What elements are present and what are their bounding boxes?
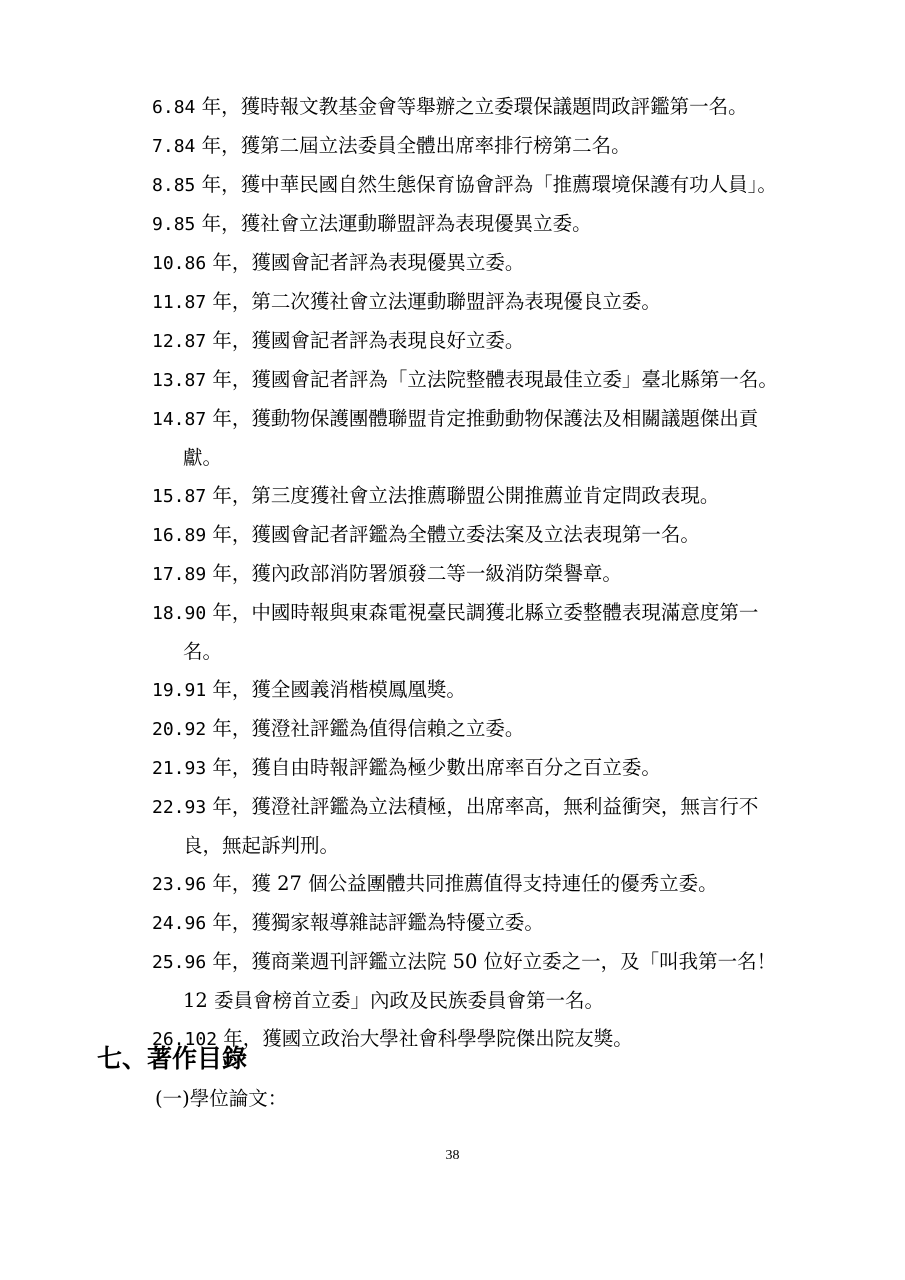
award-item [0,322,905,361]
award-number: 16. [152,525,185,546]
page-number: 38 [445,1148,460,1163]
award-year: 87 [184,486,207,507]
award-item [0,865,905,904]
award-text: 年，獲獨家報導雜誌評鑑為特優立委。 [212,911,544,934]
award-number: 10. [152,253,185,274]
award-number: 9. [152,214,174,235]
award-item [0,943,905,1020]
award-year: 90 [184,603,207,624]
award-item [0,205,905,244]
award-item [0,749,905,788]
award-year: 92 [184,719,207,740]
award-year: 93 [184,797,207,818]
award-year: 96 [184,913,207,934]
award-text: 年，獲內政部消防署頒發二等一級消防榮譽章。 [212,562,622,585]
award-year: 89 [184,564,207,585]
award-item [0,904,905,943]
award-number: 8. [152,175,174,196]
award-number: 17. [152,564,185,585]
award-text: 年，獲國會記者評為表現優異立委。 [212,251,525,274]
award-item [0,127,905,166]
award-year: 85 [173,175,196,196]
award-text: 年，獲國會記者評為表現良好立委。 [212,329,525,352]
award-year: 102 [184,1029,218,1050]
award-year: 87 [184,331,207,352]
award-text: 年，獲中華民國自然生態保育協會評為「推薦環境保護有功人員」。 [201,173,777,196]
award-year: 87 [184,409,207,430]
award-number: 20. [152,719,185,740]
award-item [0,166,905,205]
award-year: 84 [173,136,196,157]
award-item [0,516,905,555]
award-number: 12. [152,331,185,352]
award-text: 年，獲動物保護團體聯盟肯定推動動物保護法及相關議題傑出貢 [212,407,759,430]
award-number: 26. [152,1029,185,1050]
award-number: 18. [152,603,185,624]
award-text-continuation: 獻。 [183,446,223,469]
award-year: 87 [184,292,207,313]
award-number: 7. [152,136,174,157]
award-number: 6. [152,97,174,118]
award-year: 85 [173,214,196,235]
award-number: 24. [152,913,185,934]
award-number: 23. [152,874,185,895]
award-item [0,400,905,477]
award-text: 年，獲社會立法運動聯盟評為表現優異立委。 [201,212,592,235]
section-heading: 七、著作目錄 [97,1044,248,1073]
award-text: 年，獲自由時報評鑑為極少數出席率百分之百立委。 [212,756,661,779]
award-year: 93 [184,758,207,779]
award-item [0,671,905,710]
award-text: 年，第二次獲社會立法運動聯盟評為表現優良立委。 [212,290,661,313]
award-item [0,283,905,322]
award-text: 年，獲澄社評鑑為立法積極，出席率高，無利益衝突，無言行不 [212,795,759,818]
award-year: 91 [184,680,207,701]
award-text: 年，獲國立政治大學社會科學學院傑出院友獎。 [223,1027,633,1050]
award-item [0,788,905,865]
awards-list [0,88,905,1059]
subsection-heading: (一)學位論文： [155,1087,288,1110]
award-year: 84 [173,97,196,118]
award-item [0,244,905,283]
award-text: 年，獲國會記者評為「立法院整體表現最佳立委」臺北縣第一名。 [212,368,778,391]
award-text: 年，第三度獲社會立法推薦聯盟公開推薦並肯定問政表現。 [212,484,720,507]
award-text-continuation: 名。 [183,640,223,663]
award-year: 86 [184,253,207,274]
award-year: 96 [184,952,207,973]
award-text-continuation: 12 委員會榜首立委」內政及民族委員會第一名。 [183,989,605,1012]
award-text: 年，獲第二屆立法委員全體出席率排行榜第二名。 [201,134,631,157]
award-number: 19. [152,680,185,701]
award-number: 15. [152,486,185,507]
award-text-continuation: 良，無起訴判刑。 [183,834,340,857]
award-number: 11. [152,292,185,313]
award-text: 年，獲時報文教基金會等舉辦之立委環保議題問政評鑑第一名。 [201,95,748,118]
award-item [0,710,905,749]
award-number: 14. [152,409,185,430]
award-text: 年，獲 27 個公益團體共同推薦值得支持連任的優秀立委。 [212,872,718,895]
award-number: 25. [152,952,185,973]
award-item [0,477,905,516]
award-text: 年，獲全國義消楷模鳳凰獎。 [212,678,466,701]
award-year: 89 [184,525,207,546]
award-text: 年，獲國會記者評鑑為全體立委法案及立法表現第一名。 [212,523,700,546]
award-number: 13. [152,370,185,391]
award-number: 22. [152,797,185,818]
award-year: 96 [184,874,207,895]
award-item [0,88,905,127]
award-text: 年，中國時報與東森電視臺民調獲北縣立委整體表現滿意度第一 [212,601,759,624]
award-item [0,361,905,400]
award-text: 年，獲商業週刊評鑑立法院 50 位好立委之一，及「叫我第一名！ [212,950,777,973]
award-item [0,555,905,594]
award-year: 87 [184,370,207,391]
award-text: 年，獲澄社評鑑為值得信賴之立委。 [212,717,525,740]
award-item [0,594,905,671]
award-number: 21. [152,758,185,779]
